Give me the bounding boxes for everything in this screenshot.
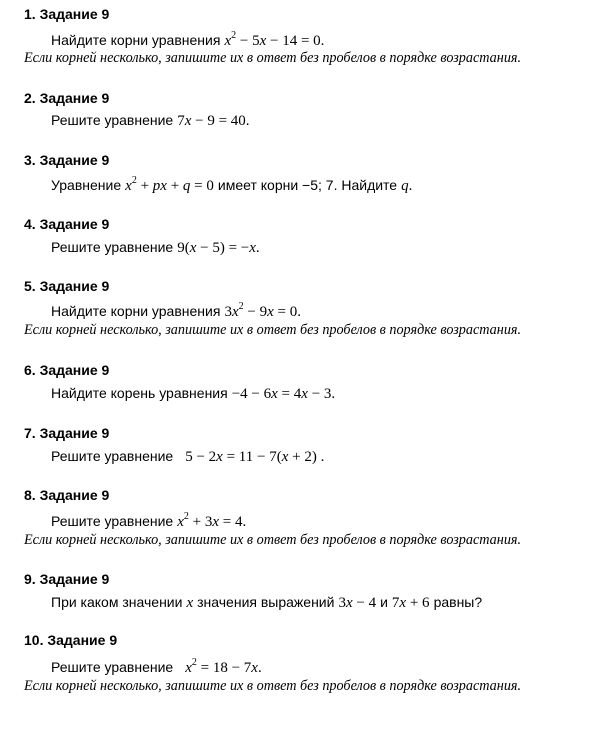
equation: $x^2$ + px + q = 0 [125,175,214,194]
task-statement [51,238,264,257]
task-statement [51,384,339,403]
task-text-mid: имеет корни −5; 7. Найдите [217,177,398,193]
task-text: Найдите корни уравнения [51,303,221,319]
task-text-mid: значения выражений [197,594,335,610]
task-title: 10. Задание 9 [24,632,118,648]
task-note: Если корней несколько, запишите их в ответ без пробелов в порядке возрастания. [24,50,522,66]
task-title: 2. Задание 9 [24,90,110,106]
task-statement [51,658,266,677]
task-text-after: равны? [433,594,483,610]
task-title: 1. Задание 9 [24,6,110,22]
equation: $x^2 + 3x = 4$. [177,511,247,530]
task-text: Решите уравнение [51,239,174,255]
task-statement [51,31,328,50]
task-statement [51,512,250,531]
expression-2: 7x + 6 [391,595,430,611]
equation: 9(x − 5) = −x. [177,240,260,256]
task-note: Если корней несколько, запишите их в ответ без пробелов в порядке возрастания. [24,532,522,548]
task-statement [51,176,416,195]
task-title: 3. Задание 9 [24,152,110,168]
variable: x [186,595,194,611]
task-text: При каком значении [51,594,183,610]
equation: 5 − 2x = 11 − 7(x + 2) . [185,449,325,465]
equation: −4 − 6x = 4x − 3. [231,386,336,402]
task-title: 7. Задание 9 [24,425,110,441]
task-note: Если корней несколько, запишите их в ответ без пробелов в порядке возрастания. [24,322,522,338]
equation: $x^2 = 18 - 7x$. [185,657,262,676]
task-title: 6. Задание 9 [24,362,110,378]
task-text: Найдите корень уравнения [51,385,228,401]
task-title: 8. Задание 9 [24,487,110,503]
variable: q. [401,178,413,194]
task-note: Если корней несколько, запишите их в ответ без пробелов в порядке возрастания. [24,678,522,694]
equation: 7x − 9 = 40. [177,113,250,129]
task-text: Решите уравнение [51,513,174,529]
task-statement [51,111,254,130]
task-statement [51,302,305,321]
task-text: Решите уравнение [51,448,174,464]
task-title: 4. Задание 9 [24,216,110,232]
expression-1: 3x − 4 [338,595,377,611]
task-statement [51,447,328,466]
task-text-and: и [380,594,388,610]
task-text: Решите уравнение [51,659,174,675]
task-title: 9. Задание 9 [24,571,110,587]
task-text: Найдите корни уравнения [51,32,221,48]
task-text: Решите уравнение [51,112,174,128]
equation: $x^2 - 5x - 14 = 0$. [224,30,325,49]
equation: $3x^2 - 9x = 0$. [224,301,301,320]
task-title: 5. Задание 9 [24,278,110,294]
task-statement [51,593,482,612]
task-text: Уравнение [51,177,122,193]
